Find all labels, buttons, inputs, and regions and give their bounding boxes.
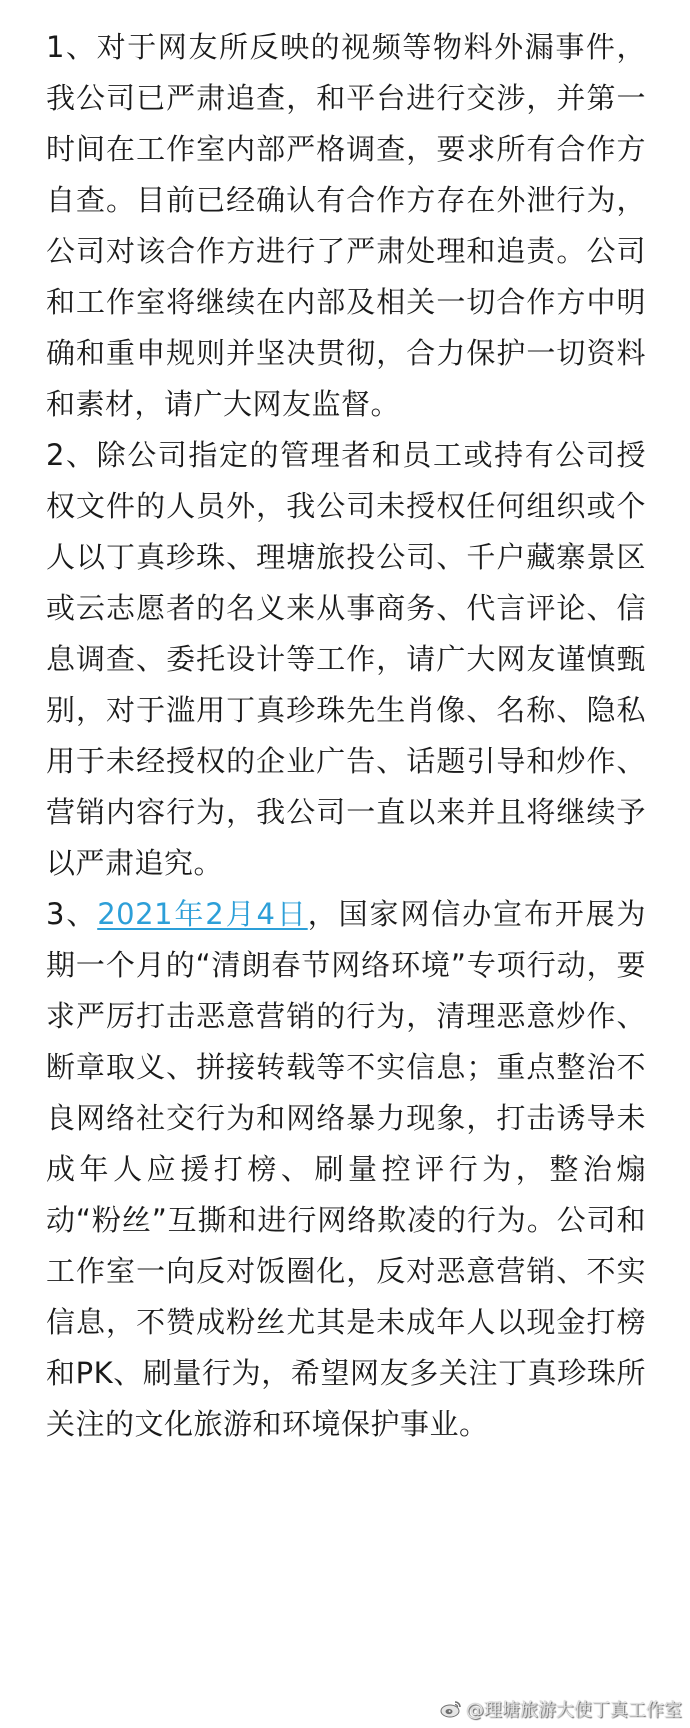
paragraph-3-number: 3、 <box>46 897 98 931</box>
paragraph-3-body: ，国家网信办宣布开展为期一个月的“清朗春节网络环境”专项行动，要求严厉打击恶意营销的行为，清理恶意炒作、断章取义、拼接转载等不实信息；重点整治不良网络社交行为和网络暴力现象，打击诱导未成年人应援打榜、刷量控评行为，整治煽动“粉丝”互撕和进行网络欺凌的行为。公司和工作室一向反对饭圈化，反对恶意营销、不实信息，不赞成粉丝尤其是未成年人以现金打榜和PK、刷量行为，希望网友多关注丁真珍珠所关注的文化旅游和环境保护事业。 <box>46 897 646 1441</box>
weibo-icon <box>440 1700 462 1718</box>
date-link[interactable]: 2021年2月4日 <box>97 897 308 931</box>
paragraph-1: 1、对于网友所反映的视频等物料外漏事件，我公司已严肃追查，和平台进行交涉，并第一时间在工作室内部严格调查，要求所有合作方自查。目前已经确认有合作方存在外泄行为，公司对该合作方进行了严肃处理和追责。公司和工作室将继续在内部及相关一切合作方中明确和重申规则并坚决贯彻，合力保护一切资料和素材，请广大网友监督。 <box>46 30 646 421</box>
watermark <box>440 1696 682 1722</box>
paragraph-2: 2、除公司指定的管理者和员工或持有公司授权文件的人员外，我公司未授权任何组织或个人以丁真珍珠、理塘旅投公司、千户藏寨景区或云志愿者的名义来从事商务、代言评论、信息调查、委托设计等工作，请广大网友谨慎甄别，对于滥用丁真珍珠先生肖像、名称、隐私用于未经授权的企业广告、话题引导和炒作、营销内容行为，我公司一直以来并且将继续予以严肃追究。 <box>46 438 646 880</box>
watermark-text: @理塘旅游大使丁真工作室 <box>466 1700 682 1721</box>
paragraph-3 <box>46 889 646 1450</box>
announcement-article <box>46 22 646 1450</box>
